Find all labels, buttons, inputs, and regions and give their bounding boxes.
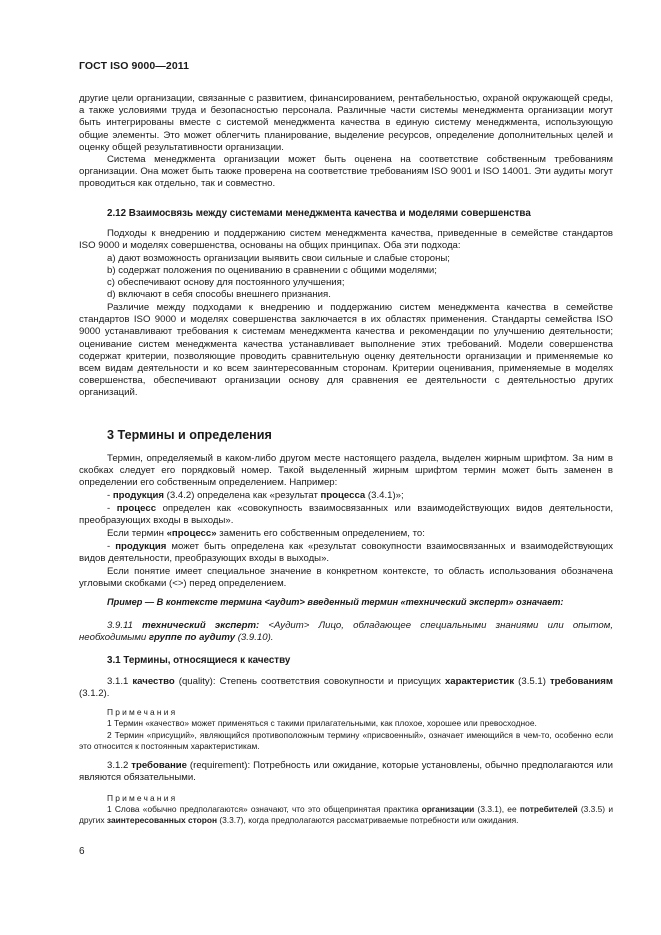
terms-paragraph-2: Если термин «процесс» заменить его собственным определением, то:	[107, 528, 425, 539]
list-item: c) обеспечивают основу для постоянного улучшения;	[107, 277, 345, 288]
example-caption: Пример — В контексте термина <аудит> введенный термин «технический эксперт» означает:	[107, 597, 564, 607]
bold-term: требованиям	[549, 676, 613, 687]
term-definition-3-1-2: 3.1.2 требование (requirement): Потребность или ожидание, которые установлены, обычно предполагаются или являются обязательными.	[79, 760, 613, 784]
bold-term: группе по аудиту	[148, 632, 236, 644]
intro-paragraph: другие цели организации, связанные с развитием, финансированием, рентабельностью, охраной окружающей среды, а также условиями труда и безопасностью персонала. Различные части системы менеджмента организации могут быть интегрированы вместе с системой менеджмента качества в единую систему менеджмента, использующую общие элементы. Это может облегчить планирование, выделение ресурсов, определение дополнительных целей и оценку общей результативности организации.	[79, 93, 613, 153]
section-heading-3: 3 Термины и определения	[107, 428, 272, 442]
terms-paragraph-3: Если понятие имеет специальное значение в конкретном контексте, то область использования обозначена угловыми скобками (<>) перед определением.	[79, 566, 613, 590]
bold-term: требование	[131, 760, 187, 771]
list-item: d) включают в себя способы внешнего признания.	[107, 289, 331, 300]
note: 2 Термин «присущий», являющийся противоположным термину «присвоенный», означает имеющийся в чем-то, особенно если это относится к постоянным характеристикам.	[79, 730, 613, 751]
notes-label: Примечания	[107, 707, 178, 717]
example-definition: 3.9.11 технический эксперт: <Аудит> Лицо, обладающее специальными знаниями или опытом, необходимыми группе по аудиту (3.9.10).	[79, 620, 613, 644]
bold-term: продукция	[115, 541, 167, 552]
note: 1 Термин «качество» может применяться с такими прилагательными, как плохое, хорошее или превосходное.	[107, 718, 537, 728]
section-paragraph-2: Различие между подходами к внедрению и поддержанию систем менеджмента качества в семействе стандартов ISO 9000 и моделях совершенства заключается в их областях применения. Стандарты семейства ISO 9000 устанавливают требования к системам менеджмента качества и рекомендации по улучшению деятельности; оценивание систем менеджмента качества устанавливает выполнение этих требований. Модели совершенства содержат критерии, позволяющие проводить сравнительную оценку деятельности организации и применяемые ко всем видам деятельности и ко всем заинтересованным сторонам. Критерии оценивания, применяемые в моделях совершенства, обеспечивают организации основу для сравнения ее деятельности с деятельностью других организаций.	[79, 302, 613, 399]
example-item: - продукция (3.4.2) определена как «результат процесса (3.4.1)»;	[107, 490, 404, 501]
bold-term: качество	[132, 676, 175, 687]
bold-term: процесса	[320, 490, 366, 501]
bold-term: характеристик	[444, 676, 515, 687]
list-item: b) содержат положения по оцениванию в сравнении с общими моделями;	[107, 265, 437, 276]
bold-term: продукция	[112, 490, 165, 501]
bold-term: организации	[421, 804, 475, 814]
note: 1 Слова «обычно предполагаются» означают, что это общепринятая практика организации (3.3.1), ее потребителей (3.3.5) и других заинтересованных сторон (3.3.7), когда предполагаются рассматриваемые потребности или ожидания.	[79, 804, 613, 825]
page-number: 6	[79, 846, 85, 857]
bold-term: «процесс»	[166, 528, 217, 539]
bold-term: технический эксперт:	[142, 620, 260, 631]
section-heading-2-12: 2.12 Взаимосвязь между системами менеджмента качества и моделями совершенства	[107, 208, 531, 219]
notes-label: Примечания	[107, 793, 178, 803]
bold-term: процесс	[116, 503, 157, 514]
bold-term: заинтересованных сторон	[106, 815, 218, 825]
list-item: a) дают возможность организации выявить свои сильные и слабые стороны;	[107, 253, 450, 264]
document-header: ГОСТ ISO 9000—2011	[79, 60, 190, 72]
example-item: - процесс определен как «совокупность взаимосвязанных или взаимодействующих видов деятельности, преобразующих входы в выходы».	[79, 503, 613, 527]
bold-term: потребителей	[519, 804, 578, 814]
intro-paragraph-2: Система менеджмента организации может быть оценена на соответствие собственным требованиям организации. Она может быть также проверена на соответствие требованиям ISO 9001 и ISO 14001. Эти аудиты могут проводиться как отдельно, так и совместно.	[79, 154, 613, 190]
example-item: - продукция может быть определена как «результат совокупности взаимосвязанных и взаимодействующих видов деятельности, преобразующих входы в выходы».	[79, 541, 613, 565]
section-heading-3-1: 3.1 Термины, относящиеся к качеству	[107, 655, 291, 666]
term-definition-3-1-1: 3.1.1 качество (quality): Степень соответствия совокупности и присущих характеристик (3.5.1) требованиям (3.1.2).	[79, 676, 613, 700]
section-paragraph: Подходы к внедрению и поддержанию систем менеджмента качества, приведенные в семействе стандартов ISO 9000 и моделях совершенства, основаны на общих принципах. Оба эти подхода:	[79, 228, 613, 252]
terms-paragraph: Термин, определяемый в каком-либо другом месте настоящего раздела, выделен жирным шрифтом. За ним в скобках следует его порядковый номер. Такой выделенный жирным шрифтом термин может быть заменен в определении его собственным определением. Например:	[79, 453, 613, 489]
